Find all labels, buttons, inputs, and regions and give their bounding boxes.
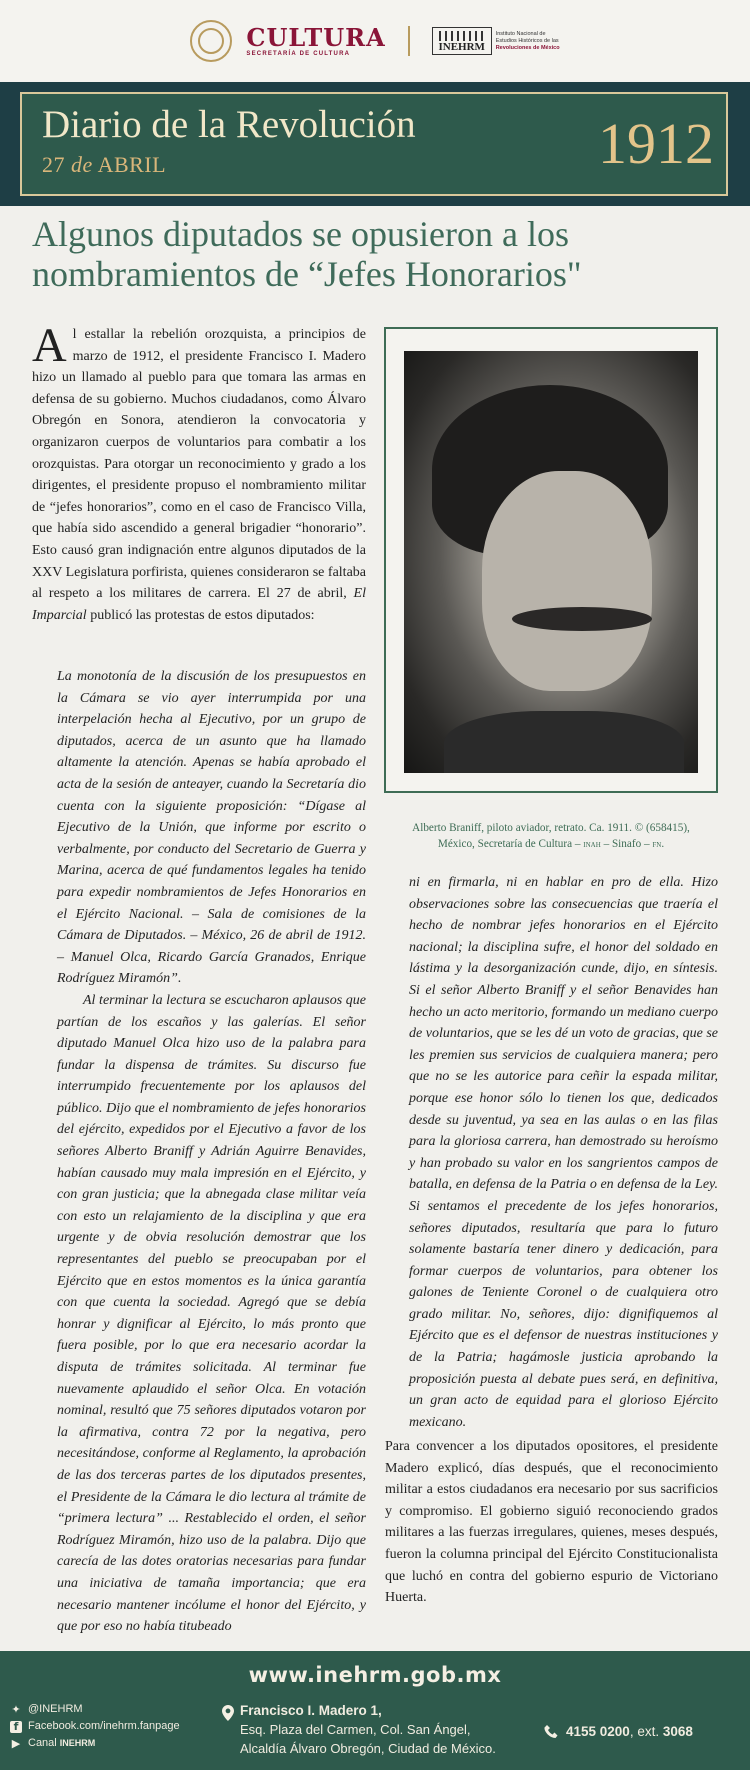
address-block [240,1701,496,1758]
lead-paragraph [32,319,366,626]
address-title: Francisco I. Madero 1, [240,1703,382,1718]
photo-frame [384,327,718,793]
caption-fn: fn [652,839,662,850]
banner-year: 1912 [598,111,714,176]
facebook-url: Facebook.com/inehrm.fanpage [28,1720,180,1732]
caption-end: . [661,838,665,850]
inehrm-name-line2: Estudios Históricos de las [495,37,559,44]
inehrm-wordmark: INEHRM [438,41,485,53]
header-banner [0,82,750,206]
caption-line2 [384,836,718,853]
inehrm-name-line3: Revoluciones de México [495,44,560,51]
twitter-handle: @INEHRM [28,1703,83,1715]
facebook-icon: f [10,1721,22,1733]
address-line3: Alcaldía Álvaro Obregón, Ciudad de México. [240,1741,496,1756]
lead-text: l estallar la rebelión orozquista, a principios de marzo de 1912, el presidente Francisco I. Madero hizo un llamado al pueblo para que tomara las armas en defensa de su gobierno. Muchos ciudadanos, como Álvaro Obregón en Sonora, atendieron la convocatoria y organizaron cuerpos de voluntarios para combatir a los orozquistas. Para otorgar un reconocimiento y grado a los dirigentes, el presidente propuso el nombramiento militar de “jefes honorarios”, como en el caso de Francisco Villa, que había sido ascendido a general brigadier “honorario”. Esto causó gran indignación entre algunos diputados de la XXV Legislatura porfirista, quienes consideraron se faltaba al respeto a los militares de carrera. El 27 de abril, [32,327,366,602]
address-line2: Esq. Plaza del Carmen, Col. San Ángel, [240,1722,471,1737]
banner-panel [20,92,728,196]
date-day: 27 [42,152,65,177]
mexico-seal-icon [190,20,232,62]
inehrm-building-icon [432,27,492,55]
quote-column-left [57,666,366,1638]
youtube-icon: ▶ [11,1736,21,1750]
newspaper-name: El Imparcial [32,586,366,623]
location-pin-icon [222,1705,234,1721]
quote-column-right [409,872,718,1433]
website-link[interactable]: www.inehrm.gob.mx [248,1663,502,1687]
canal-label: Canal [28,1737,60,1749]
phone-number[interactable] [566,1724,693,1739]
photo-caption [384,820,718,853]
phone-ext-label: , ext. [629,1724,663,1739]
footer [0,1651,750,1770]
lead-text-end: publicó las protestas de estos diputados: [86,607,315,623]
twitter-icon: ✦ [11,1702,21,1716]
banner-title: Diario de la Revolución [42,103,416,146]
top-logo-bar [0,0,750,82]
quote-paragraph-2: Al terminar la lectura se escucharon aplausos que partían de los escaños y las galerías. El señor diputado Manuel Olca hizo uso de la palabra para fundar la dispensa de trámites. Su discurso fue interrumpido frecuentemente por los aplausos del público. Dijo que el nombramiento de jefes honorarios del ejército, expedidos por el Ejecutivo a favor de los señores Alberto Braniff y Adrián Aguirre Benavides, habían causado muy mala impresión en el Ejército, y con gran justicia; que la abnegada clase militar veía con esto un relajamiento de la disciplina y que era urgente y de obvia resolución demostrar que los representantes del pueblo se preocupaban por el Ejército que en estos momentos es la única garantía con que cuenta la sociedad. Agregó que se debía honrar y dignificar al Ejército, lo más pronto que fuera posible, por lo que era necesario acordar la disputa de trámites solicitada. Al terminar fue nuevamente aplaudido el señor Olca. En votación nominal, resultó que 75 señores diputados votaron por la afirmativa, contra 72 por la negativa, pero necesitándose, conforme al Reglamento, la aprobación de las dos terceras partes de los diputados presentes, el Presidente de la Cámara le dio lectura al trámite de “primera lectura” ... Restablecido el orden, el señor Rodríguez Miramón, hizo uso de la palabra. Dijo que carecía de las dotes oratorias necesarias para fundar una iniciativa de tamaña importancia; que era necesario mantener incólume el honor del Ejército, y que por eso no había titubeado [57,992,366,1635]
inehrm-logo [432,27,560,55]
inehrm-full-name [496,31,560,52]
canal-name: INEHRM [59,1738,96,1748]
facebook-link[interactable] [10,1718,180,1735]
cultura-wordmark: CULTURA [246,23,386,52]
phone-icon [544,1724,558,1740]
twitter-link[interactable] [10,1701,180,1718]
inehrm-name-line1: Instituto Nacional de [495,30,546,37]
date-de: de [71,152,93,177]
social-links [10,1701,180,1752]
phone-ext: 3068 [662,1724,693,1739]
caption-line1: Alberto Braniff, piloto aviador, retrato. Ca. 1911. © (658415), [412,822,690,834]
caption-credit: México, Secretaría de Cultura – [437,838,584,850]
phone-main: 4155 0200 [566,1724,630,1739]
closing-paragraph: Para convencer a los diputados opositores, el presidente Madero explicó, días después, que el reconocimiento militar a estos ciudadanos era necesario por sus sacrificios y compromiso. El gobierno siguió reconociendo grados militares a las fuerzas irregulares, quienes, meses después, fueron la columna principal del Ejército Constitucionalista que luchó en contra del gobierno espurio de Victoriano Huerta. [385,1439,718,1606]
quote-paragraph-3: ni en firmarla, ni en hablar en pro de ella. Hizo observaciones sobre las consecuencias que traería el hecho de nombrar jefes honorarios en el Ejército nacional; la disciplina sufre, el honor del soldado en lástima y la desorganización cunde, dijo, en síntesis. Si el señor Alberto Braniff y el señor Benavides han hecho un acto meritorio, formando un mediano cuerpo de voluntarios, que se les dé un voto de gracias, que se les premien sus servicios de cualquiera manera; pero que no se les autorice para ceñir la espada militar, porque ese honor sólo lo tienen los que, dedicados desde su juventud, ya sea en las aulas o en las filas para la gloriosa carrera, han demostrado su heroísmo y han probado su valor en los sangrientos campos de batalla, en defensa de la Patria o en defensa de la Ley. Si sentamos el precedente de los jefes honorarios, señores diputados, resultaría que para lo futuro solamente bastaría tener dinero y dedicación, para formar cuerpos de voluntarios, para obtener los galones de Teniente Coronel o de cualquiera otro grado militar. No, señores, dijo: dignifiquemos al Ejército que es el defensor de nuestras instituciones y de la Patria; hagámosle justicia aprobando la proposición puesta al debate pues será, en definitiva, un gran acto de equidad para el glorioso Ejército mexicano. [409,875,718,1430]
banner-date [42,152,166,178]
date-month: ABRIL [97,152,167,177]
secretaria-label: SECRETARÍA DE CULTURA [246,51,351,57]
logo-divider [408,26,410,56]
youtube-link[interactable] [10,1735,180,1752]
quote-paragraph-1: La monotonía de la discusión de los presupuestos en la Cámara se vio ayer interrumpida por una interpelación hecha al Ejecutivo, por un grupo de diputados, acerca de un asunto que ha llamado altamente la atención. Apenas se había aprobado el acta de la sesión de anteayer, cuando la Secretaría dio cuenta con la siguiente proposición: “Dígase al Ejecutivo de la Unión, que informe por escrito o verbalmente, por conducto del Secretario de Guerra y Marina, acerca de qué fundamentos legales ha tenido para expedir nombramientos de Jefes Honorarios en el Ejército Nacional. – Sala de comisiones de la Cámara de Diputados. – México, 26 de abril de 1912. – Manuel Olca, Ricardo García Granados, Enrique Rodríguez Miramón”. [57,669,366,987]
portrait-photo [404,351,698,773]
drop-cap: A [32,319,67,372]
cultura-logo [246,25,385,57]
article-headline: Algunos diputados se opusieron a los nombramientos de “Jefes Honorarios" [32,214,582,294]
caption-inah: inah [583,839,601,850]
caption-sinafo: – Sinafo – [600,838,653,850]
